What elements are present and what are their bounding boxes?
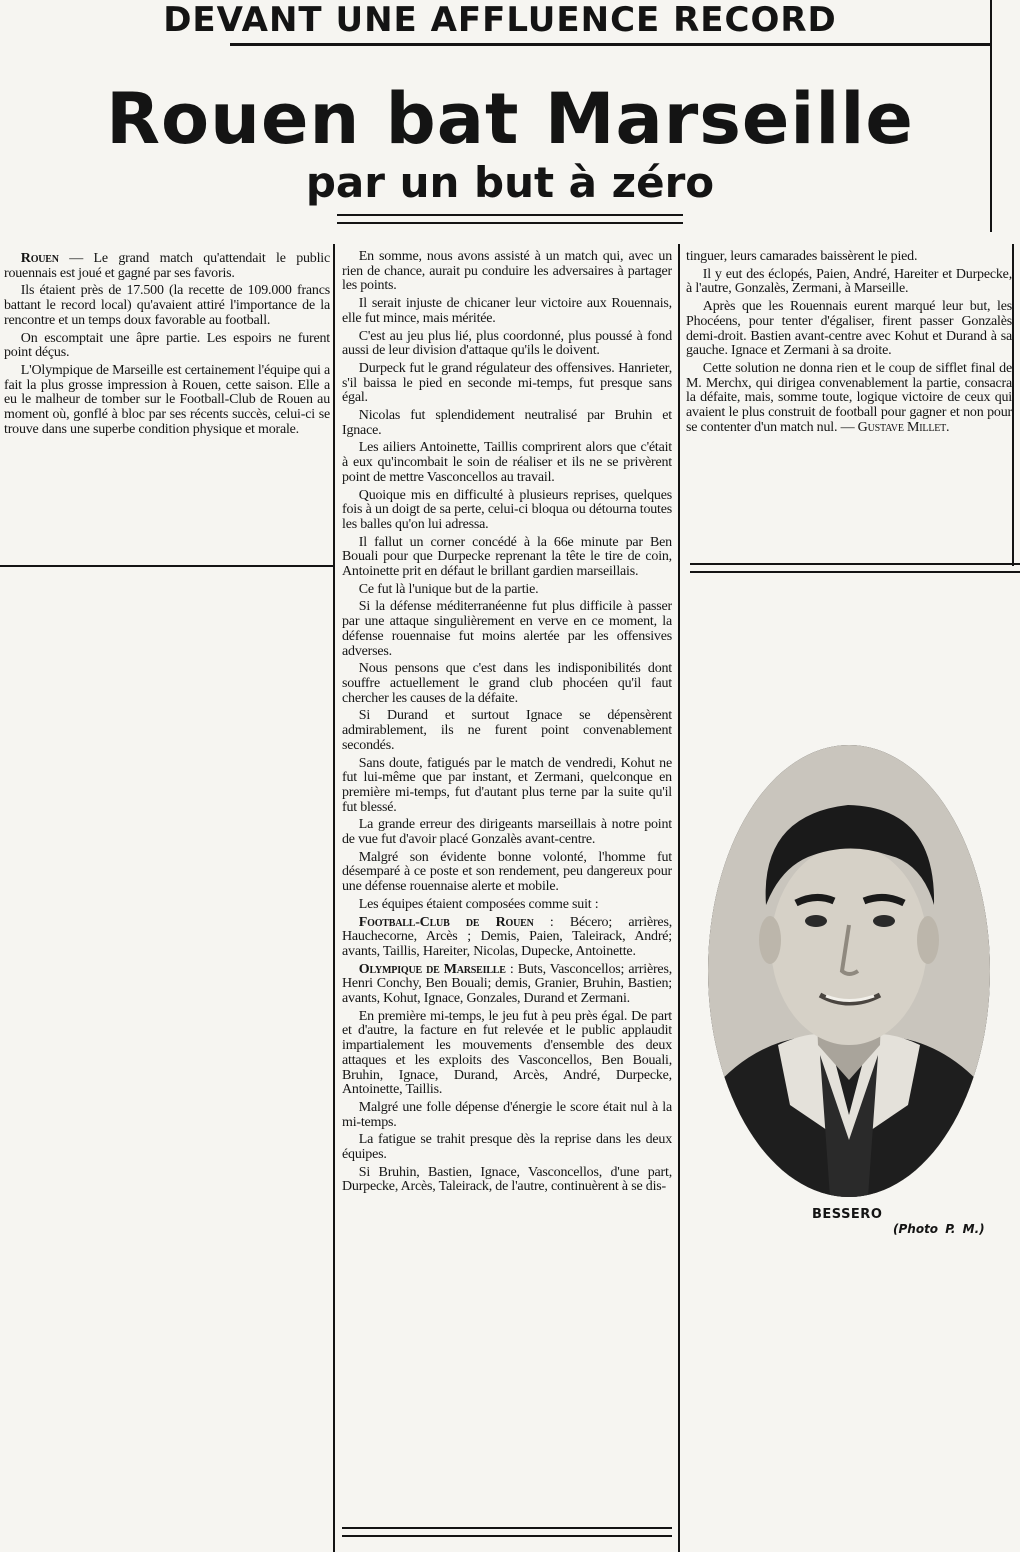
headline-double-rule	[337, 214, 683, 224]
paragraph-text: Sans doute, fatigués par le match de vendredi, Kohut ne fut lui-même que par instant, et Zermani, quelconque en première mi-temps, fut d'autant plus terne par la suite qu'il fut blessé.	[342, 755, 672, 815]
player-portrait-photo	[708, 745, 990, 1197]
paragraph-text: Nicolas fut splendidement neutralisé par Bruhin et Ignace.	[342, 408, 672, 438]
paragraph	[686, 250, 1012, 265]
paragraph	[4, 252, 330, 281]
paragraph	[686, 300, 1012, 359]
paragraph-text: Les équipes étaient composées comme suit :	[358, 896, 599, 912]
paragraph	[342, 818, 672, 847]
paragraph	[686, 362, 1012, 436]
paragraph-text: Après que les Rouennais eurent marqué leur but, les Phocéens, pour tenter d'égaliser, firent passer Gonzalès demi-droit. Bastien avant-centre avec Kohut et Durand à sa gauche. Ignace et Zermani à sa droite.	[686, 299, 1012, 359]
paragraph	[342, 662, 672, 706]
paragraph	[342, 1166, 672, 1195]
kicker-headline: DEVANT UNE AFFLUENCE RECORD	[163, 0, 837, 40]
paragraph	[342, 1010, 672, 1098]
column-rule-2	[678, 244, 680, 1552]
paragraph	[342, 898, 672, 913]
paragraph	[342, 250, 672, 294]
paragraph	[342, 963, 672, 1007]
paragraph-text: Si la défense méditerranéenne fut plus difficile à passer par une attaque singulièrement en verve en ce moment, la défense rouennaise fut moins alertée par les offensives adverses.	[342, 599, 672, 659]
col2-bottom-rule	[342, 1527, 672, 1537]
paragraph-text: — Le grand match qu'attendait le public rouennais est joué et gagné par ses favoris.	[4, 252, 330, 281]
paragraph-text: : Bécero; arrières, Hauchecorne, Arcès ; Demis, Paien, Taleirack, André; avants, Taillis, Hareiter, Nicolas, Dupecke, Antoinette.	[342, 914, 672, 959]
paragraph-text: En somme, nous avons assisté à un match qui, avec un rien de chance, aurait pu conduire les adversaires à partager les points.	[342, 250, 672, 294]
article-column-1	[4, 252, 330, 562]
column-rule-3	[1012, 244, 1014, 566]
paragraph	[342, 851, 672, 895]
paragraph	[686, 268, 1012, 297]
photo-caption: BESSERO	[812, 1207, 883, 1222]
col3-bottom-rule	[690, 563, 1020, 573]
paragraph	[342, 709, 672, 753]
paragraph-text: La fatigue se trahit presque dès la reprise dans les deux équipes.	[342, 1132, 672, 1163]
paragraph-text: Malgré son évidente bonne volonté, l'homme fut désemparé à ce poste et son rendement, peu dangereux pour une défense rouennaise alerte et mobile.	[342, 849, 672, 895]
paragraph	[342, 600, 672, 659]
col1-bottom-rule	[0, 565, 333, 567]
sub-headline: par un but à zéro	[305, 158, 715, 207]
paragraph-text: Il y eut des éclopés, Paien, André, Hareiter et Durpecke, à l'autre, Gonzalès, Zermani, à Marseille.	[686, 266, 1012, 297]
paragraph-text: On escomptait une âpre partie. Les espoirs ne furent point déçus.	[4, 330, 330, 361]
paragraph-text: Durpeck fut le grand régulateur des offensives. Hanrieter, s'il baissa le pied en seconde mi-temps, fut presque sans égal.	[342, 360, 672, 406]
photo-credit: (Photo P. M.)	[893, 1222, 985, 1236]
paragraph	[4, 364, 330, 438]
paragraph-text: C'est au jeu plus lié, plus coordonné, plus poussé à fond aussi de leur division d'attaque qu'ils le doivent.	[342, 328, 672, 359]
paragraph-text: Nous pensons que c'est dans les indisponibilités dont souffre actuellement le grand club phocéen qu'il faut chercher les causes de la défaite.	[342, 661, 672, 706]
author-signature: Gustave Millet.	[857, 419, 950, 435]
paragraph-text: Cette solution ne donna rien et le coup de sifflet final de M. Merchx, qui dirigea convenablement la partie, consacra la défaite, mais, somme toute, logique victoire de ceux qui avaient le plus construit de football pour gagner et non pour se contenter d'un match nul. —	[686, 360, 1012, 435]
paragraph-text: Il fallut un corner concédé à la 66e minute par Ben Bouali pour que Durpecke reprenant la tête le tire de coin, Antoinette prit en défaut le brillant gardien marseillais.	[342, 534, 672, 580]
paragraph	[342, 330, 672, 359]
paragraph	[342, 1101, 672, 1130]
paragraph	[342, 916, 672, 960]
paragraph-text: Si Durand et surtout Ignace se dépensèrent admirablement, ils ne furent point convenablement secondés.	[342, 708, 672, 753]
portrait-illustration	[708, 745, 990, 1197]
paragraph-text: : Buts, Vasconcellos; arrières, Henri Conchy, Ben Bouali; demis, Granier, Bruhin, Bastien; avants, Kohut, Ignace, Gonzales, Durand et Zermani.	[342, 961, 672, 1007]
paragraph	[4, 332, 330, 361]
paragraph-text: Quoique mis en difficulté à plusieurs reprises, quelques fois à un doigt de sa perte, celui-ci bloqua ou détourna toutes les balles qu'on lui adressa.	[342, 487, 672, 532]
kicker-underline	[230, 43, 990, 46]
article-column-3	[686, 250, 1012, 560]
article-column-2	[342, 250, 672, 1522]
team-name: Football-Club de Rouen	[358, 914, 534, 930]
paragraph	[342, 583, 672, 598]
paragraph	[342, 536, 672, 580]
paragraph-text: Il serait injuste de chicaner leur victoire aux Rouennais, elle fut mince, mais méritée.	[342, 296, 672, 326]
paragraph-text: Ce fut là l'unique but de la partie.	[358, 581, 539, 597]
paragraph	[342, 1133, 672, 1162]
paragraph-text: L'Olympique de Marseille est certainement l'équipe qui a fait la plus grosse impression à Rouen, cette saison. Elle a eu le malheur de tomber sur le Football-Club de Rouen au moment où, gonflé à bloc par ses récents succès, celui-ci se trouve dans une superbe condition physique et morale.	[4, 362, 330, 437]
paragraph-text: Malgré une folle dépense d'énergie le score était nul à la mi-temps.	[342, 1099, 672, 1130]
team-name: Olympique de Marseille	[358, 961, 506, 977]
paragraph	[342, 489, 672, 533]
paragraph-text: La grande erreur des dirigeants marseillais à notre point de vue fut d'avoir placé Gonzalès avant-centre.	[342, 817, 672, 848]
paragraph-text: Ils étaient près de 17.500 (la recette de 109.000 francs battant le record local) qu'avaient attiré l'importance de la rencontre et un temps doux favorable au football.	[4, 283, 330, 328]
paragraph-text: Si Bruhin, Bastien, Ignace, Vasconcellos, d'une part, Durpecke, Arcès, Taleirack, de l'autre, continuèrent à se dis-	[342, 1164, 672, 1195]
paragraph	[342, 362, 672, 406]
dateline: Rouen	[20, 252, 59, 266]
main-headline: Rouen bat Marseille	[106, 78, 914, 160]
column-rule-1	[333, 244, 335, 1552]
paragraph	[342, 757, 672, 816]
paragraph-text: Les ailiers Antoinette, Taillis comprirent alors que c'était à eux qu'incombait le soin de réaliser et ils ne se privèrent point de mettre Vasconcellos au travail.	[342, 440, 672, 485]
paragraph	[342, 409, 672, 438]
paragraph-text: tinguer, leurs camarades baissèrent le pied.	[686, 250, 918, 264]
paragraph	[4, 284, 330, 328]
header-right-border	[990, 0, 992, 232]
paragraph-text: En première mi-temps, le jeu fut à peu près égal. De part et d'autre, la facture en fut relevée et le public applaudit impartialement les mouvements d'ensemble des deux attaques et les exploits des Vasconcellos, Ben Bouali, Bruhin, Ignace, Durand, Arcès, André, Durpecke, Antoinette, Taillis.	[342, 1008, 672, 1098]
paragraph	[342, 297, 672, 326]
paragraph	[342, 441, 672, 485]
